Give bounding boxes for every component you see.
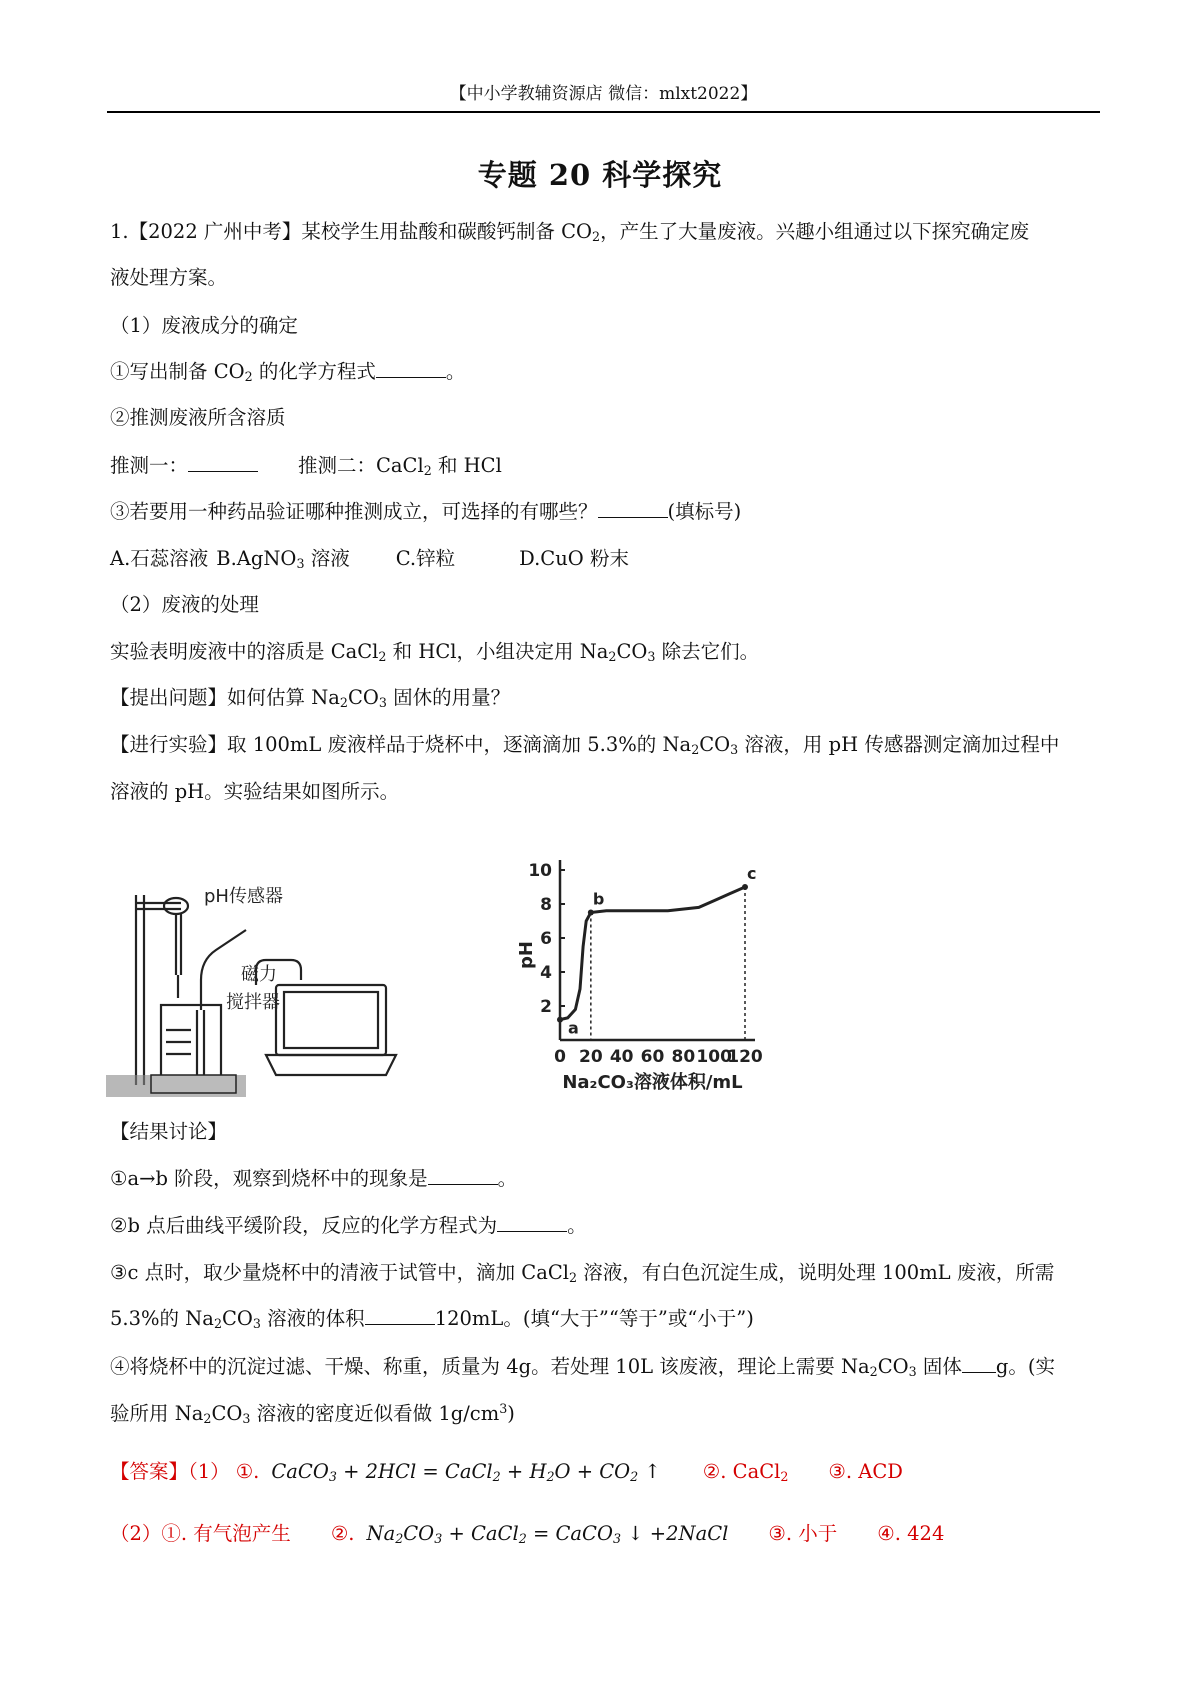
y-axis-label: pH: [516, 941, 537, 969]
point-marker-a: [557, 1017, 563, 1023]
x-tick-label: 20: [578, 1047, 603, 1067]
ph-curve: [560, 887, 745, 1020]
answer-blank: [962, 1354, 996, 1373]
laptop-base: [266, 1055, 396, 1075]
x-tick-label: 80: [671, 1047, 696, 1067]
sensor-label: pH传感器: [204, 886, 283, 907]
part2-heading: （2）废液的处理: [110, 593, 259, 616]
x-tick-label: 60: [640, 1047, 665, 1067]
x-tick-label: 0: [554, 1047, 566, 1067]
answer-blank: [428, 1166, 498, 1185]
header-rule: [107, 111, 1100, 113]
chart-layer: [516, 860, 763, 1093]
question-ask: 【提出问题】如何估算 $Na_2CO_3$ 固休的用量？: [110, 686, 511, 711]
point-marker-b: [588, 910, 594, 916]
point-label-b: b: [592, 889, 605, 909]
point-marker-c: [742, 884, 748, 890]
discussion-4-cont: 验所用 $Na_2CO_3$ 溶液的密度近似看做 $1g/cm^3$): [110, 1401, 515, 1427]
step1: ①写出制备 $CO_2$ 的化学方程式 。: [110, 360, 466, 385]
step3: ③若要用一种药品验证哪种推测成立，可选择的有哪些？ (填标号): [110, 500, 742, 523]
guesses: 推测一： 推测二：CaCl$_2$ 和 HCl: [110, 454, 502, 479]
page-header: 【中小学教辅资源店 微信：mlxt2022】: [449, 84, 758, 104]
part1-heading: （1）废液成分的确定: [110, 314, 298, 337]
discussion-3-cont: 5.3%的 $Na_2CO_3$ 溶液的体积 120mL。(填“大于”“等于”或“小于”): [110, 1307, 754, 1332]
answer-blank: [497, 1213, 567, 1232]
answer-equation-2: $Na_2CO_3$ + CaCl$_2$ = CaCO$_3$ ↓ +2NaCl: [366, 1522, 729, 1547]
discussion-heading: 【结果讨论】: [110, 1120, 228, 1143]
magnetic-stirrer: [151, 1075, 236, 1093]
discussion-4: ④将烧杯中的沉淀过滤、干燥、称重，质量为 4g。若处理 10L 该废液，理论上需要 $Na_2CO_3$ 固体 g。(实: [110, 1355, 1055, 1380]
stirrer-label-1: 磁力: [241, 964, 277, 985]
laptop-screen: [276, 985, 386, 1055]
answer-blank: [376, 359, 446, 378]
question-intro: 1.【2022 广州中考】某校学生用盐酸和碳酸钙制备 $CO_2$，产生了大量废液。兴趣小组通过以下探究确定废: [110, 220, 1030, 245]
experiment-step: 【进行实验】取 100mL 废液样品于烧杯中，逐滴滴加 5.3%的 $Na_2CO_3$ 溶液，用 pH 传感器测定滴加过程中: [110, 733, 1060, 758]
stirrer-label-2: 搅拌器: [226, 992, 280, 1013]
discussion-2: ②b 点后曲线平缓阶段，反应的化学方程式为 。: [110, 1214, 587, 1237]
x-axis-label: Na₂CO₃溶液体积/mL: [562, 1072, 743, 1093]
question-intro-cont: 液处理方案。: [110, 266, 228, 289]
x-tick-label: 120: [727, 1047, 763, 1067]
x-tick-label: 40: [609, 1047, 634, 1067]
options: A.石蕊溶液 B.AgNO$_3$ 溶液 C.锌粒 D.CuO 粉末: [110, 547, 629, 572]
y-tick-label: 10: [528, 861, 552, 881]
step2: ②推测废液所含溶质: [110, 406, 286, 429]
answer-line-1: 【答案】（1） ①. CaCO$_3$ + 2HCl = CaCl$_2$ + $H_2O + CO_2$ ↑ ②. CaCl$_2$ ③. ACD: [110, 1460, 903, 1485]
discussion-3: ③c 点时，取少量烧杯中的清液于试管中，滴加 CaCl$_2$ 溶液，有白色沉淀生成，说明处理 100mL 废液，所需: [110, 1261, 1055, 1286]
y-tick-label: 6: [540, 929, 552, 949]
answer-line-2: （2）①. 有气泡产生 ②. $Na_2CO_3$ + CaCl$_2$ = CaCO$_3$ ↓ +2NaCl ③. 小于 ④. 424: [110, 1522, 945, 1547]
y-tick-label: 4: [540, 963, 552, 983]
page-title: 专题 20 科学探究: [477, 158, 723, 192]
y-tick-label: 8: [540, 895, 552, 915]
experiment-step-cont: 溶液的 pH。实验结果如图所示。: [110, 780, 400, 803]
ph-chart: [516, 840, 830, 1100]
apparatus-figure: [106, 860, 436, 1100]
answer-blank: [598, 499, 668, 518]
discussion-1: ①a→b 阶段，观察到烧杯中的现象是 。: [110, 1167, 518, 1190]
y-tick-label: 2: [540, 997, 552, 1017]
point-label-c: c: [747, 864, 757, 883]
answer-blank: [188, 453, 258, 472]
point-label-a: a: [568, 1018, 579, 1038]
x-tick-label: 100: [696, 1047, 732, 1067]
answer-blank: [365, 1306, 435, 1325]
answer-equation-1: CaCO$_3$ + 2HCl = CaCl$_2$ + $H_2O + CO_2$ ↑: [271, 1460, 661, 1485]
experiment-note: 实验表明废液中的溶质是 CaCl$_2$ 和 HCl，小组决定用 $Na_2CO_3$ 除去它们。: [110, 640, 760, 665]
